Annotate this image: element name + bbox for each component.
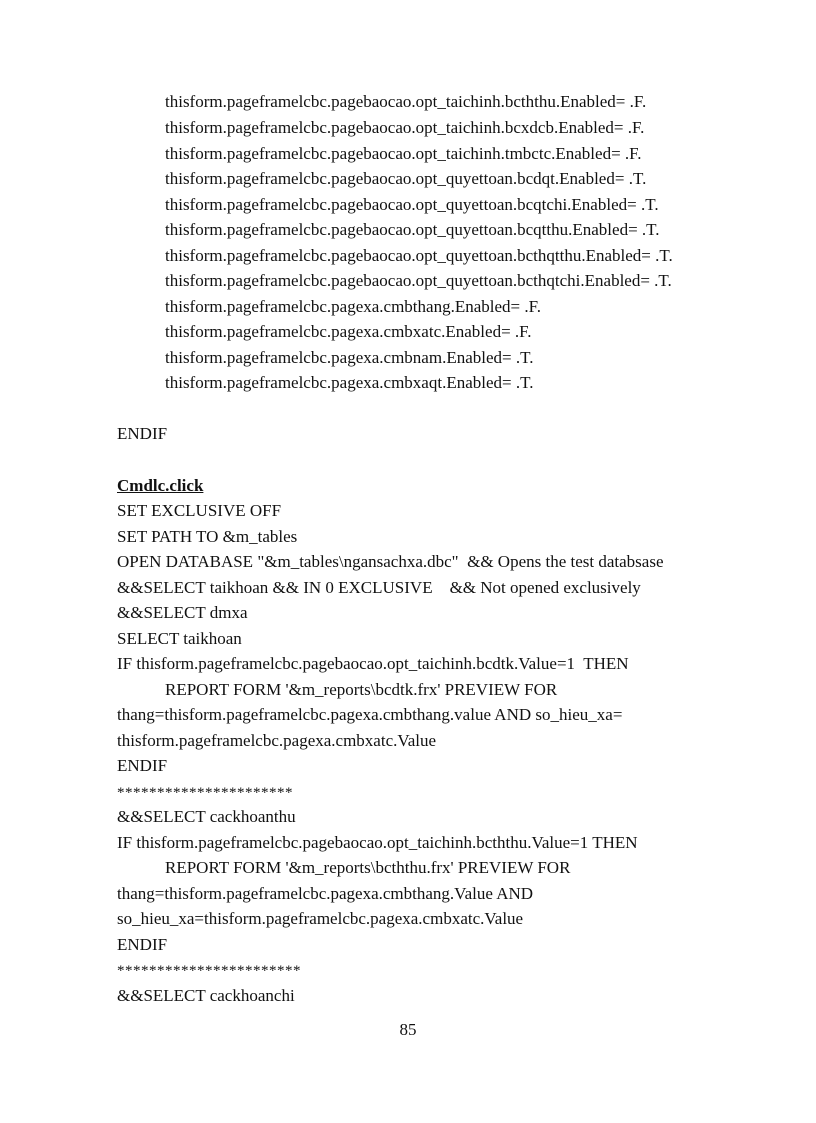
code-line: thisform.pageframelcbc.pagexa.cmbxatc.Enabled= .F. <box>165 322 532 341</box>
separator-stars: *********************** <box>117 963 301 979</box>
section-heading: Cmdlc.click <box>117 476 204 495</box>
code-line: ENDIF <box>117 935 168 954</box>
code-line: thisform.pageframelcbc.pagebaocao.opt_taichinh.bcxdcb.Enabled= .F. <box>165 118 645 137</box>
code-line: REPORT FORM '&m_reports\bcdtk.frx' PREVIEW FOR <box>165 680 558 699</box>
separator-stars: ********************** <box>117 785 293 801</box>
code-line: SELECT taikhoan <box>117 629 242 648</box>
code-line: thisform.pageframelcbc.pagebaocao.opt_quyettoan.bcqtchi.Enabled= .T. <box>165 195 659 214</box>
code-line: thisform.pageframelcbc.pagebaocao.opt_quyettoan.bcdqt.Enabled= .T. <box>165 169 647 188</box>
code-line: thisform.pageframelcbc.pagebaocao.opt_quyettoan.bcqtthu.Enabled= .T. <box>165 220 660 239</box>
code-line: REPORT FORM '&m_reports\bcththu.frx' PREVIEW FOR <box>165 858 571 877</box>
code-line: thang=thisform.pageframelcbc.pagexa.cmbthang.value AND so_hieu_xa= <box>117 705 623 724</box>
code-line: thisform.pageframelcbc.pagexa.cmbxaqt.Enabled= .T. <box>165 373 534 392</box>
code-line: &&SELECT taikhoan && IN 0 EXCLUSIVE && Not opened exclusively <box>117 578 641 597</box>
code-line: IF thisform.pageframelcbc.pagebaocao.opt_taichinh.bcththu.Value=1 THEN <box>117 833 638 852</box>
code-line: OPEN DATABASE "&m_tables\ngansachxa.dbc" && Opens the test databsase <box>117 552 664 571</box>
code-line: SET PATH TO &m_tables <box>117 527 298 546</box>
code-line: thisform.pageframelcbc.pagebaocao.opt_taichinh.bcththu.Enabled= .F. <box>165 92 647 111</box>
code-line: thisform.pageframelcbc.pagebaocao.opt_quyettoan.bcthqtthu.Enabled= .T. <box>165 246 673 265</box>
code-line: thisform.pageframelcbc.pagexa.cmbxatc.Value <box>117 731 437 750</box>
code-line: SET EXCLUSIVE OFF <box>117 501 282 520</box>
code-line: &&SELECT dmxa <box>117 603 248 622</box>
code-line: thisform.pageframelcbc.pagebaocao.opt_quyettoan.bcthqtchi.Enabled= .T. <box>165 271 672 290</box>
code-line: thisform.pageframelcbc.pagexa.cmbthang.Enabled= .F. <box>165 297 541 316</box>
code-line: so_hieu_xa=thisform.pageframelcbc.pagexa.cmbxatc.Value <box>117 909 524 928</box>
code-line: IF thisform.pageframelcbc.pagebaocao.opt_taichinh.bcdtk.Value=1 THEN <box>117 654 629 673</box>
endif-line: ENDIF <box>117 424 168 443</box>
code-line: thang=thisform.pageframelcbc.pagexa.cmbthang.Value AND <box>117 884 534 903</box>
code-line: ENDIF <box>117 756 168 775</box>
page-number: 85 <box>399 1020 417 1039</box>
code-line: &&SELECT cackhoanchi <box>117 986 295 1005</box>
code-line: thisform.pageframelcbc.pagexa.cmbnam.Enabled= .T. <box>165 348 534 367</box>
code-line: thisform.pageframelcbc.pagebaocao.opt_taichinh.tmbctc.Enabled= .F. <box>165 144 642 163</box>
code-line: &&SELECT cackhoanthu <box>117 807 296 826</box>
